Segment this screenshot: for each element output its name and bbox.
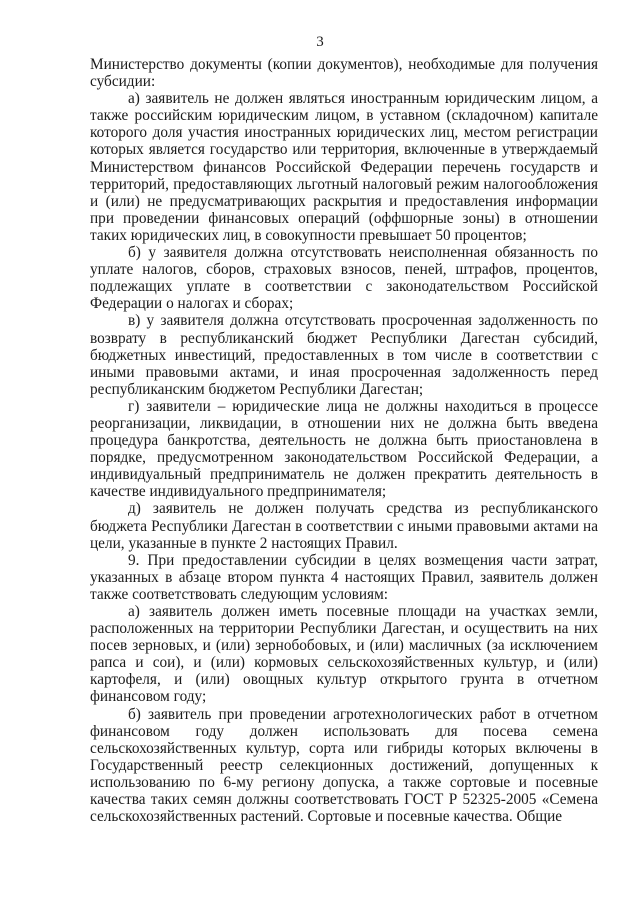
paragraph: а) заявитель должен иметь посевные площади на участках земли, расположенных на территории Республики Дагестан, и осуществить на них посев зерновых, и (или) зернобобовых, и (или) масличных (за исключением рапса и сои), и (или) кормовых сельскохозяйственных культур, и (или) картофеля, и (или) овощных культур открытого грунта в отчетном финансовом году; (90, 603, 598, 706)
paragraph: б) у заявителя должна отсутствовать неисполненная обязанность по уплате налогов, сборов, страховых взносов, пеней, штрафов, процентов, подлежащих уплате в соответствии с законодательством Российской Федерации о налогах и сборах; (90, 244, 598, 313)
document-body (90, 56, 598, 825)
paragraph: б) заявитель при проведении агротехнологических работ в отчетном финансовом году должен использовать для посева семена сельскохозяйственных культур, сорта или гибриды которых включены в Государственный реестр селекционных достижений, допущенных к использованию по 6-му региону допуска, а также сортовые и посевные качества таких семян должны соответствовать ГОСТ Р 52325-2005 «Семена сельскохозяйственных растений. Сортовые и посевные качества. Общие (90, 705, 598, 826)
paragraph: а) заявитель не должен являться иностранным юридическим лицом, а также российским юридическим лицом, в уставном (складочном) капитале которого доля участия иностранных юридических лиц, местом регистрации которых является государство или территория, включенные в утверждаемый Министерством финансов Российской Федерации перечень государств и территорий, предоставляющих льготный налоговый режим налогообложения и (или) не предусматривающих раскрытия и предоставления информации при проведении финансовых операций (оффшорные зоны) в отношении таких юридических лиц, в совокупности превышает 50 процентов; (90, 90, 598, 244)
page-number: 3 (316, 34, 324, 50)
paragraph: в) у заявителя должна отсутствовать просроченная задолженность по возврату в республиканский бюджет Республики Дагестан субсидий, бюджетных инвестиций, предоставленных в том числе в соответствии с иными правовыми актами, и иная просроченная задолженность перед республиканским бюджетом Республики Дагестан; (90, 312, 598, 398)
paragraph: г) заявители – юридические лица не должны находиться в процессе реорганизации, ликвидации, в отношении них не должна быть введена процедура банкротства, деятельность не должна быть приостановлена в порядке, предусмотренном законодательством Российской Федерации, а индивидуальный предприниматель не должен прекратить деятельность в качестве индивидуального предпринимателя; (90, 397, 598, 501)
paragraph: 9. При предоставлении субсидии в целях возмещения части затрат, указанных в абзаце втором пункта 4 настоящих Правил, заявитель должен также соответствовать следующим условиям: (90, 551, 598, 603)
paragraph: Министерство документы (копии документов), необходимые для получения субсидии: (90, 56, 598, 91)
paragraph: д) заявитель не должен получать средства из республиканского бюджета Республики Дагестан в соответствии с иными правовыми актами на цели, указанные в пункте 2 настоящих Правил. (90, 500, 598, 552)
